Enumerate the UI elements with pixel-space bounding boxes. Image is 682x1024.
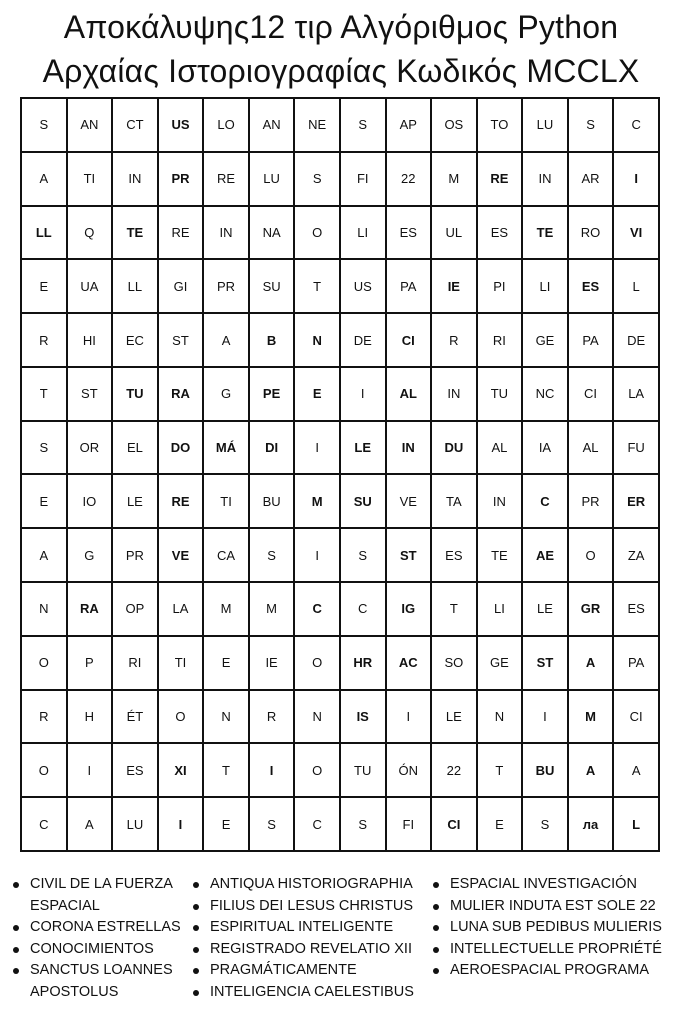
word-item: CIVIL DE LA FUERZA [10, 874, 181, 896]
grid-row [21, 474, 659, 528]
grid-cell[interactable]: AP [386, 98, 432, 152]
grid-cell[interactable]: AN [249, 98, 295, 152]
grid-cell[interactable]: ER [613, 474, 659, 528]
grid-cell[interactable]: TA [431, 474, 477, 528]
grid-cell[interactable]: Q [67, 206, 113, 260]
grid-cell[interactable]: AE [522, 528, 568, 582]
grid-cell[interactable]: E [21, 474, 67, 528]
grid-cell[interactable]: LE [431, 690, 477, 744]
grid-cell[interactable]: O [21, 636, 67, 690]
word-item: INTELLECTUELLE PROPRIÉTÉ [430, 939, 662, 961]
grid-row [21, 313, 659, 367]
grid-cell[interactable]: ES [386, 206, 432, 260]
grid-cell[interactable]: TI [67, 152, 113, 206]
grid-cell[interactable]: NC [522, 367, 568, 421]
grid-cell[interactable]: ZA [613, 528, 659, 582]
grid-cell[interactable]: I [294, 421, 340, 475]
grid-cell[interactable]: C [613, 98, 659, 152]
grid-cell[interactable]: N [294, 313, 340, 367]
grid-row [21, 152, 659, 206]
grid-cell[interactable]: GI [158, 259, 204, 313]
grid-cell[interactable]: CI [613, 690, 659, 744]
grid-cell[interactable]: BU [522, 743, 568, 797]
grid-cell[interactable]: IN [431, 367, 477, 421]
grid-cell[interactable]: ST [386, 528, 432, 582]
grid-cell[interactable]: GR [568, 582, 614, 636]
grid-cell[interactable]: ES [568, 259, 614, 313]
grid-cell[interactable]: LU [249, 152, 295, 206]
grid-cell[interactable]: IO [67, 474, 113, 528]
grid-cell[interactable]: US [158, 98, 204, 152]
word-list-column-1 [10, 874, 181, 1003]
grid-cell[interactable]: I [386, 690, 432, 744]
grid-cell[interactable]: I [340, 367, 386, 421]
grid-cell[interactable]: S [340, 528, 386, 582]
grid-cell[interactable]: R [249, 690, 295, 744]
grid-cell[interactable]: RE [158, 206, 204, 260]
grid-cell[interactable]: S [340, 98, 386, 152]
grid-cell[interactable]: DE [613, 313, 659, 367]
grid-cell[interactable]: E [203, 636, 249, 690]
grid-cell[interactable]: LO [203, 98, 249, 152]
grid-cell[interactable]: US [340, 259, 386, 313]
grid-cell[interactable]: AL [477, 421, 523, 475]
grid-cell[interactable]: 22 [431, 743, 477, 797]
grid-cell[interactable]: IN [477, 474, 523, 528]
grid-cell[interactable]: LL [112, 259, 158, 313]
grid-cell[interactable]: S [21, 98, 67, 152]
grid-cell[interactable]: LI [340, 206, 386, 260]
grid-cell[interactable]: TE [477, 528, 523, 582]
word-item: CONOCIMIENTOS [10, 939, 181, 961]
grid-row [21, 98, 659, 152]
grid-cell[interactable]: A [21, 528, 67, 582]
grid-cell[interactable]: LE [522, 582, 568, 636]
grid-cell[interactable]: CA [203, 528, 249, 582]
grid-cell[interactable]: FI [340, 152, 386, 206]
grid-cell[interactable]: OP [112, 582, 158, 636]
grid-cell[interactable]: PE [249, 367, 295, 421]
grid-cell[interactable]: A [568, 636, 614, 690]
grid-cell[interactable]: B [249, 313, 295, 367]
grid-cell[interactable]: I [249, 743, 295, 797]
grid-cell[interactable]: IN [386, 421, 432, 475]
grid-cell[interactable]: ES [477, 206, 523, 260]
grid-cell[interactable]: FU [613, 421, 659, 475]
word-item-continuation: APOSTOLUS [30, 983, 119, 1000]
word-list-column-3 [430, 874, 662, 982]
grid-cell[interactable]: ÉT [112, 690, 158, 744]
grid-cell[interactable]: ÓN [386, 743, 432, 797]
puzzle-title-line-1: Αποκάλυψης12 τιρ Αλγόριθμος Python [63, 9, 619, 45]
grid-cell[interactable]: RE [203, 152, 249, 206]
grid-cell[interactable]: IA [522, 421, 568, 475]
grid-cell[interactable]: CI [568, 367, 614, 421]
grid-cell[interactable]: TO [477, 98, 523, 152]
grid-cell[interactable]: LA [613, 367, 659, 421]
grid-row [21, 690, 659, 744]
grid-row [21, 743, 659, 797]
grid-cell[interactable]: EL [112, 421, 158, 475]
grid-cell[interactable]: DI [249, 421, 295, 475]
grid-cell[interactable]: LE [340, 421, 386, 475]
grid-cell[interactable]: T [477, 743, 523, 797]
grid-cell[interactable]: N [477, 690, 523, 744]
grid-cell[interactable]: L [613, 259, 659, 313]
grid-cell[interactable]: CI [431, 797, 477, 851]
grid-cell[interactable]: UA [67, 259, 113, 313]
grid-cell[interactable]: SO [431, 636, 477, 690]
grid-cell[interactable]: PA [568, 313, 614, 367]
grid-cell[interactable]: S [21, 421, 67, 475]
grid-cell[interactable]: E [21, 259, 67, 313]
grid-cell[interactable]: T [294, 259, 340, 313]
grid-cell[interactable]: MÁ [203, 421, 249, 475]
grid-cell[interactable]: PI [477, 259, 523, 313]
grid-cell[interactable]: IG [386, 582, 432, 636]
grid-cell[interactable]: T [203, 743, 249, 797]
grid-cell[interactable]: AN [67, 98, 113, 152]
grid-cell[interactable]: O [568, 528, 614, 582]
grid-cell[interactable]: A [21, 152, 67, 206]
grid-cell[interactable]: O [294, 636, 340, 690]
grid-cell[interactable]: 22 [386, 152, 432, 206]
word-item: LUNA SUB PEDIBUS MULIERIS [430, 917, 662, 939]
grid-cell[interactable]: G [203, 367, 249, 421]
grid-cell[interactable]: N [294, 690, 340, 744]
grid-cell[interactable]: I [158, 797, 204, 851]
grid-cell[interactable]: O [294, 206, 340, 260]
grid-cell[interactable]: A [568, 743, 614, 797]
grid-cell[interactable]: AL [568, 421, 614, 475]
grid-cell[interactable]: AR [568, 152, 614, 206]
grid-cell[interactable]: S [294, 152, 340, 206]
grid-cell[interactable]: IS [340, 690, 386, 744]
word-item-continuation: ESPACIAL [30, 897, 100, 914]
word-item: FILIUS DEI LESUS CHRISTUS [190, 896, 414, 918]
grid-row [21, 259, 659, 313]
grid-cell[interactable]: IN [203, 206, 249, 260]
grid-row [21, 421, 659, 475]
grid-cell[interactable]: CT [112, 98, 158, 152]
grid-cell[interactable]: ES [613, 582, 659, 636]
grid-cell[interactable]: S [568, 98, 614, 152]
grid-cell[interactable]: I [613, 152, 659, 206]
grid-cell[interactable]: UL [431, 206, 477, 260]
grid-cell[interactable]: DO [158, 421, 204, 475]
grid-cell[interactable]: DE [340, 313, 386, 367]
word-item: PRAGMÁTICAMENTE [190, 960, 414, 982]
grid-cell[interactable]: RE [477, 152, 523, 206]
grid-cell[interactable]: PA [386, 259, 432, 313]
grid-cell[interactable]: PR [568, 474, 614, 528]
grid-cell[interactable]: O [294, 743, 340, 797]
grid-cell[interactable]: LA [158, 582, 204, 636]
grid-cell[interactable]: HR [340, 636, 386, 690]
grid-cell[interactable]: S [249, 797, 295, 851]
grid-cell[interactable]: C [340, 582, 386, 636]
grid-cell[interactable]: TU [112, 367, 158, 421]
grid-cell[interactable]: BU [249, 474, 295, 528]
grid-cell[interactable]: RE [158, 474, 204, 528]
grid-cell[interactable]: IN [112, 152, 158, 206]
grid-cell[interactable]: XI [158, 743, 204, 797]
word-search-grid [20, 97, 660, 852]
grid-cell[interactable]: S [522, 797, 568, 851]
grid-cell[interactable]: P [67, 636, 113, 690]
grid-cell[interactable]: PR [203, 259, 249, 313]
grid-cell[interactable]: ST [158, 313, 204, 367]
grid-cell[interactable]: RO [568, 206, 614, 260]
grid-cell[interactable]: SU [340, 474, 386, 528]
grid-cell[interactable]: E [477, 797, 523, 851]
grid-cell[interactable]: ST [522, 636, 568, 690]
grid-cell[interactable]: GE [477, 636, 523, 690]
grid-cell[interactable]: GE [522, 313, 568, 367]
grid-cell[interactable]: E [294, 367, 340, 421]
grid-cell[interactable]: TE [522, 206, 568, 260]
grid-row [21, 367, 659, 421]
word-item: CORONA ESTRELLAS [10, 917, 181, 939]
grid-cell[interactable]: RA [158, 367, 204, 421]
grid-cell[interactable]: N [21, 582, 67, 636]
word-item: INTELIGENCIA CAELESTIBUS [190, 982, 414, 1004]
grid-cell[interactable]: L [613, 797, 659, 851]
grid-cell[interactable]: C [21, 797, 67, 851]
word-item: ESPIRITUAL INTELIGENTE [190, 917, 414, 939]
grid-cell[interactable]: I [522, 690, 568, 744]
grid-cell[interactable]: S [249, 528, 295, 582]
word-item: REGISTRADO REVELATIO XII [190, 939, 414, 961]
word-item: ESPACIAL INVESTIGACIÓN [430, 874, 662, 896]
grid-cell[interactable]: M [431, 152, 477, 206]
grid-cell[interactable]: DU [431, 421, 477, 475]
grid-cell[interactable]: A [67, 797, 113, 851]
grid-cell[interactable]: TE [112, 206, 158, 260]
grid-cell[interactable]: PA [613, 636, 659, 690]
grid-cell[interactable]: A [203, 313, 249, 367]
grid-cell[interactable]: S [340, 797, 386, 851]
grid-cell[interactable]: EC [112, 313, 158, 367]
grid-cell[interactable]: H [67, 690, 113, 744]
grid-cell[interactable]: FI [386, 797, 432, 851]
grid-cell[interactable]: M [294, 474, 340, 528]
grid-cell[interactable]: M [249, 582, 295, 636]
grid-cell[interactable]: O [21, 743, 67, 797]
word-list-column-2 [190, 874, 414, 1003]
grid-cell[interactable]: R [431, 313, 477, 367]
grid-cell[interactable]: IE [249, 636, 295, 690]
grid-cell[interactable]: R [21, 313, 67, 367]
grid-cell[interactable]: PR [112, 528, 158, 582]
grid-cell[interactable]: NA [249, 206, 295, 260]
word-item: MULIER INDUTA EST SOLE 22 [430, 896, 662, 918]
grid-cell[interactable]: RA [67, 582, 113, 636]
grid-cell[interactable]: AC [386, 636, 432, 690]
grid-row [21, 206, 659, 260]
grid-cell[interactable]: VI [613, 206, 659, 260]
grid-cell[interactable]: M [568, 690, 614, 744]
grid-cell[interactable]: RI [477, 313, 523, 367]
grid-cell[interactable]: HI [67, 313, 113, 367]
grid-cell[interactable]: T [21, 367, 67, 421]
grid-cell[interactable]: AL [386, 367, 432, 421]
grid-cell[interactable]: N [203, 690, 249, 744]
word-item: ANTIQUA HISTORIOGRAPHIA [190, 874, 414, 896]
grid-cell[interactable]: LU [522, 98, 568, 152]
grid-cell[interactable]: LI [522, 259, 568, 313]
grid-cell[interactable]: R [21, 690, 67, 744]
grid-cell[interactable]: VE [386, 474, 432, 528]
word-item: SANCTUS LOANNES [10, 960, 181, 982]
grid-cell[interactable]: G [67, 528, 113, 582]
grid-cell[interactable]: SU [249, 259, 295, 313]
grid-cell[interactable]: TU [477, 367, 523, 421]
grid-row [21, 528, 659, 582]
grid-cell[interactable]: OR [67, 421, 113, 475]
grid-cell[interactable]: T [431, 582, 477, 636]
grid-cell[interactable]: TI [158, 636, 204, 690]
grid-cell[interactable]: C [294, 582, 340, 636]
grid-cell[interactable]: A [613, 743, 659, 797]
grid-cell[interactable]: LE [112, 474, 158, 528]
grid-cell[interactable]: O [158, 690, 204, 744]
grid-cell[interactable]: LI [477, 582, 523, 636]
grid-cell[interactable]: RI [112, 636, 158, 690]
grid-cell[interactable]: ES [112, 743, 158, 797]
grid-cell[interactable]: OS [431, 98, 477, 152]
grid-cell[interactable]: C [294, 797, 340, 851]
grid-cell[interactable]: PR [158, 152, 204, 206]
grid-cell[interactable]: I [67, 743, 113, 797]
grid-cell[interactable]: TU [340, 743, 386, 797]
grid-row [21, 797, 659, 851]
grid-cell[interactable]: VE [158, 528, 204, 582]
grid-cell[interactable]: ST [67, 367, 113, 421]
grid-cell[interactable]: LU [112, 797, 158, 851]
grid-cell[interactable]: IE [431, 259, 477, 313]
grid-cell[interactable]: ла [568, 797, 614, 851]
grid-row [21, 582, 659, 636]
word-item: AEROESPACIAL PROGRAMA [430, 960, 662, 982]
grid-cell[interactable]: I [294, 528, 340, 582]
grid-cell[interactable]: IN [522, 152, 568, 206]
grid-cell[interactable]: E [203, 797, 249, 851]
grid-cell[interactable]: M [203, 582, 249, 636]
puzzle-title-line-2: Αρχαίας Ιστοριογραφίας Κωδικός MCCLX [42, 53, 640, 89]
grid-row [21, 636, 659, 690]
grid-cell[interactable]: NE [294, 98, 340, 152]
grid-cell[interactable]: CI [386, 313, 432, 367]
grid-cell[interactable]: C [522, 474, 568, 528]
grid-cell[interactable]: LL [21, 206, 67, 260]
grid-cell[interactable]: ES [431, 528, 477, 582]
grid-cell[interactable]: TI [203, 474, 249, 528]
